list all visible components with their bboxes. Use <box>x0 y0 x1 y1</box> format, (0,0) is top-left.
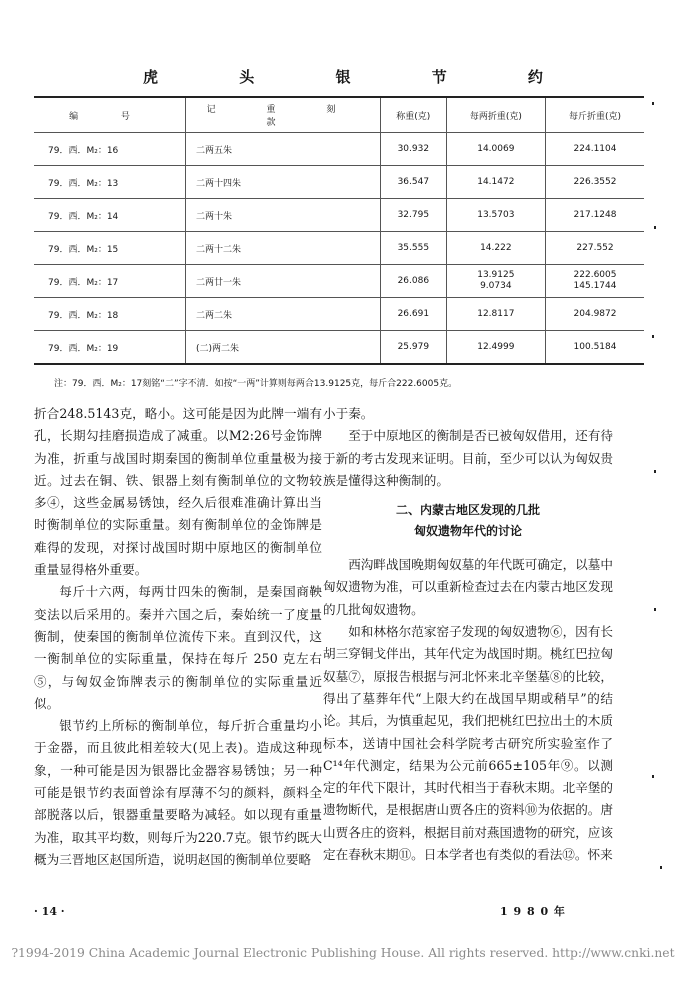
cell-id: 79．西．M₂：16 <box>34 133 186 166</box>
right-paragraph-3: 西沟畔战国晚期匈奴墓的年代既可确定，以墓中匈奴遗物为准，可以重新检查过去在内蒙古地区发现的几批匈奴遗物。 <box>323 557 613 617</box>
cell-per-liang-value: 13.5703 <box>477 209 515 220</box>
right-column <box>323 403 613 866</box>
cell-per-liang <box>446 166 545 199</box>
cell-per-jin <box>546 199 644 232</box>
cell-per-liang <box>446 298 545 331</box>
table-row <box>34 166 644 199</box>
header-id: 编 号 <box>34 97 186 133</box>
cell-per-liang-value: 9.0734 <box>480 281 512 291</box>
cell-per-jin-value: 226.3552 <box>573 176 617 187</box>
cell-per-liang-value: 12.8117 <box>477 308 515 319</box>
margin-mark <box>652 775 654 778</box>
cell-per-jin <box>546 331 644 365</box>
cell-inscription: 二两十朱 <box>186 199 381 232</box>
cell-weight: 35.555 <box>381 232 447 265</box>
cell-id: 79．西．M₂：15 <box>34 232 186 265</box>
table-note: 注：79．西．M₂：17刻铭“二”字不清．如按“一两”计算则每两合13.9125克，每斤合222.6005克。 <box>54 379 458 389</box>
cell-per-liang <box>446 199 545 232</box>
cell-per-jin <box>546 265 644 298</box>
cell-weight: 26.086 <box>381 265 447 298</box>
header-weight: 称重(克) <box>381 97 447 133</box>
cell-per-liang-value: 14.222 <box>480 242 512 253</box>
cell-inscription: 二两十四朱 <box>186 166 381 199</box>
cell-inscription: 二两廿一朱 <box>186 265 381 298</box>
right-paragraph-4: 如和林格尔范家窑子发现的匈奴遗物⑥，因有长胡三穿铜戈伴出，其年代定为战国时期。桃红巴拉匈奴墓⑦，原报告根据与河北怀来北辛堡墓⑧的比较，得出了墓葬年代“上限大约在战国早期或稍早”的结论。其后，为慎重起见，我们把桃红巴拉出土的木质标本，送请中国社会科学院考古研究所实验室作了C¹⁴年代测定，结果为公元前665±105年⑨。以测定的年代下限计，其时代相当于春秋末期。北辛堡的遗物断代，是根据唐山贾各庄的资料⑩为依据的。唐山贾各庄的资料，根据目前对燕国遗物的研究，应该定在春秋末期⑪。日本学者也有类似的看法⑫。怀来 <box>323 624 613 863</box>
right-paragraph-2: 至于中原地区的衡制是否已被匈奴借用，还有待于新的考古发现来证明。目前，至少可以认为匈奴贵族是懂得这种衡制的。 <box>323 428 613 488</box>
cell-per-liang <box>446 331 545 365</box>
right-paragraph-1: 小于秦。 <box>323 406 374 421</box>
page-number: · 14 · <box>34 905 65 918</box>
table-header-row <box>34 97 644 133</box>
table-row <box>34 199 644 232</box>
left-paragraph-1: 折合248.5143克，略小。这可能是因为此牌一端有孔，长期勾挂磨损造成了减重。以M2:26号金饰牌为准，折重与战国时期秦国的衡制单位重量极为接近。过去在铜、铁、银器上刻有衡制单位的文物较多④，这些金属易锈蚀，经久后很难准确计算出当时衡制单位的实际重量。刻有衡制单位的金饰牌是难得的发现，对探讨战国时期中原地区的衡制单位重量显得格外重要。 <box>34 406 322 578</box>
table-row <box>34 331 644 365</box>
cell-per-jin <box>546 232 644 265</box>
cell-per-jin-value: 145.1744 <box>573 281 617 291</box>
cell-per-jin-value: 222.6005 <box>573 270 617 280</box>
table-row <box>34 133 644 166</box>
cell-per-jin <box>546 133 644 166</box>
weights-table <box>34 96 644 365</box>
margin-mark <box>660 866 662 869</box>
margin-mark <box>652 102 654 105</box>
page-title: 虎 头 银 节 约 <box>143 68 581 86</box>
table-row <box>34 265 644 298</box>
table-row <box>34 298 644 331</box>
cell-per-liang-value: 12.4999 <box>477 341 515 352</box>
margin-mark <box>654 470 656 473</box>
cell-id: 79．西．M₂：13 <box>34 166 186 199</box>
cell-inscription: 二两五朱 <box>186 133 381 166</box>
left-paragraph-2: 每斤十六两，每两廿四朱的衡制，是秦国商鞅变法以后采用的。秦并六国之后，秦始统一了度量衡制，使秦国的衡制单位流传下来。直到汉代，这一衡制单位的实际重量，保持在每斤 250 克左右⑤，与匈奴金饰牌表示的衡制单位的实际重量近似。 <box>34 584 322 711</box>
cell-per-jin <box>546 298 644 331</box>
cell-per-liang <box>446 232 545 265</box>
cell-per-jin-value: 204.9872 <box>573 308 617 319</box>
cell-per-liang <box>446 133 545 166</box>
section-heading-line-1: 二、内蒙古地区发现的几批 <box>395 503 540 518</box>
header-per-jin: 每斤折重(克) <box>546 97 644 133</box>
cell-weight: 32.795 <box>381 199 447 232</box>
cell-inscription: (二)两二朱 <box>186 331 381 365</box>
margin-mark <box>654 608 656 611</box>
cell-per-jin-value: 224.1104 <box>573 143 617 154</box>
cell-weight: 36.547 <box>381 166 447 199</box>
cell-weight: 25.979 <box>381 331 447 365</box>
cell-weight: 30.932 <box>381 133 447 166</box>
cell-per-jin-value: 100.5184 <box>573 341 617 352</box>
cell-id: 79．西．M₂：18 <box>34 298 186 331</box>
margin-mark <box>654 226 656 229</box>
left-paragraph-3: 银节约上所标的衡制单位，每斤折合重量均小于金器，而且彼此相差较大(见上表)。造成这种现象，一种可能是因为银器比金器容易锈蚀；另一种可能是银节约表面曾涂有厚薄不匀的颜料，颜料全部脱落以后，银器重量要略为减轻。如以现有重量为准，取其平均数，则每斤为220.7克。银节约既大概为三晋地区赵国所造，说明赵国的衡制单位要略 <box>34 718 322 867</box>
cell-per-liang-value: 14.1472 <box>477 176 515 187</box>
table-row <box>34 232 644 265</box>
copyright-watermark: ?1994-2019 China Academic Journal Electronic Publishing House. All rights reserved. http://www.cnki.net <box>11 946 675 960</box>
header-per-liang: 每两折重(克) <box>446 97 545 133</box>
cell-inscription: 二两二朱 <box>186 298 381 331</box>
cell-per-jin-value: 227.552 <box>576 242 614 253</box>
cell-per-jin-value: 217.1248 <box>573 209 617 220</box>
cell-per-liang-value: 13.9125 <box>477 270 515 280</box>
cell-per-liang-value: 14.0069 <box>477 143 515 154</box>
margin-mark <box>652 335 654 338</box>
cell-weight: 26.691 <box>381 298 447 331</box>
section-heading <box>323 500 613 542</box>
cell-per-liang <box>446 265 545 298</box>
header-inscription: 记 重 刻 款 <box>186 97 381 133</box>
section-heading-line-2: 匈奴遗物年代的讨论 <box>413 524 522 539</box>
cell-per-jin <box>546 166 644 199</box>
cell-id: 79．西．M₂：17 <box>34 265 186 298</box>
cell-id: 79．西．M₂：19 <box>34 331 186 365</box>
issue-year: 1 9 8 0 年 <box>500 905 566 918</box>
cell-inscription: 二两十二朱 <box>186 232 381 265</box>
cell-id: 79．西．M₂：14 <box>34 199 186 232</box>
left-column <box>34 403 322 871</box>
